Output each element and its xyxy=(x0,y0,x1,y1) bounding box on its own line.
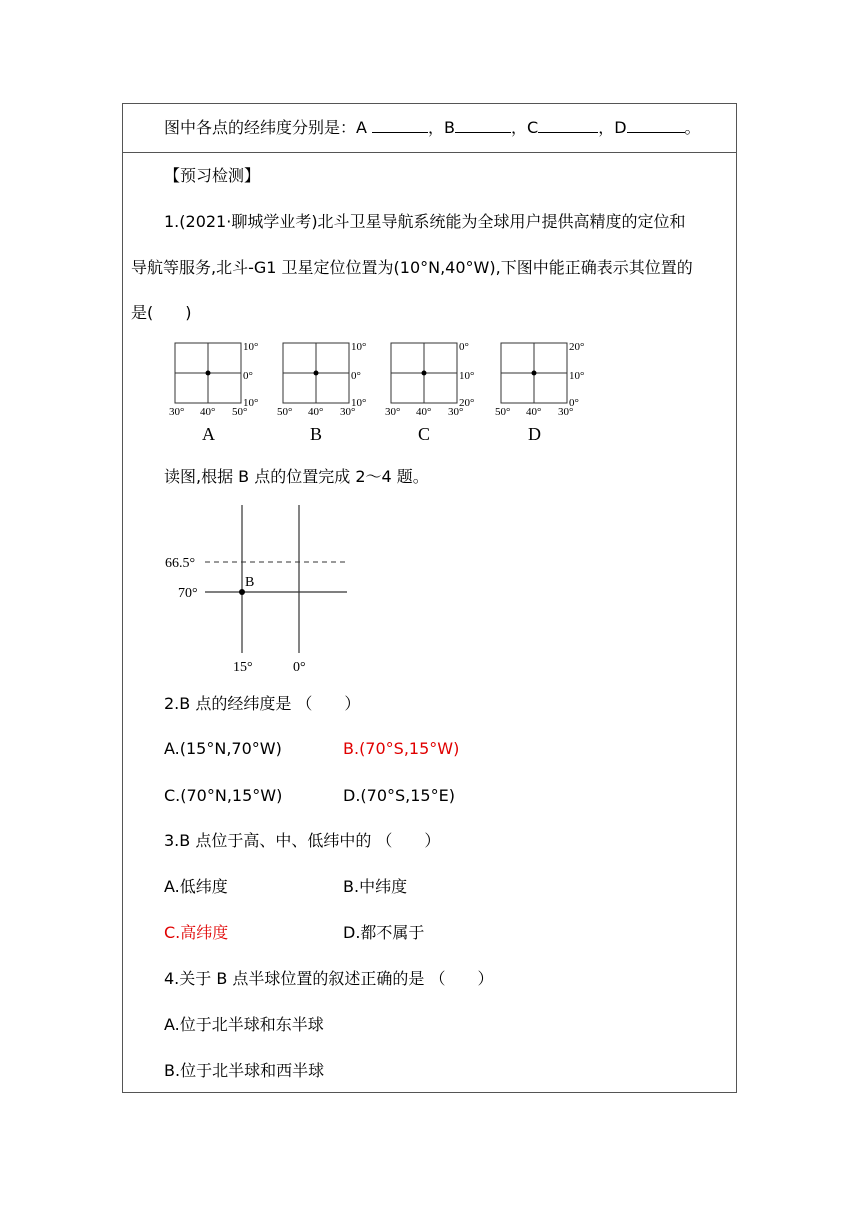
fill-in-line xyxy=(164,116,701,140)
q2-option-c: C.(70°N,15°W) xyxy=(164,786,283,805)
q2-stem: 2.B 点的经纬度是 （ ） xyxy=(164,694,361,713)
q2-option-d: D.(70°S,15°E) xyxy=(343,786,455,805)
section-title: 【预习检测】 xyxy=(164,166,261,185)
latlon-figure xyxy=(160,503,360,678)
q3-option-b: B.中纬度 xyxy=(343,877,408,896)
q2-option-a: A.(15°N,70°W) xyxy=(164,739,282,758)
grid-lon-label: 50° xyxy=(232,406,248,418)
q3-option-a: A.低纬度 xyxy=(164,877,228,896)
blank-c[interactable] xyxy=(538,116,598,133)
grid-lat-label: 0° xyxy=(569,397,579,409)
intro-q2-4: 读图,根据 B 点的位置完成 2～4 题。 xyxy=(164,467,429,486)
grid-option-c xyxy=(385,341,474,444)
q1-line1: 1.(2021·聊城学业考)北斗卫星导航系统能为全球用户提供高精度的定位和 xyxy=(164,212,686,231)
q4-option-a: A.位于北半球和东半球 xyxy=(164,1015,324,1034)
grid-lon-label: 40° xyxy=(308,406,324,418)
q4-stem: 4.关于 B 点半球位置的叙述正确的是 （ ） xyxy=(164,969,494,988)
grid-option-a xyxy=(169,341,258,444)
grid-lat-label: 10° xyxy=(351,397,367,409)
grid-option-d xyxy=(495,341,584,444)
label-point-b: B xyxy=(245,575,255,590)
grid-lat-label: 0° xyxy=(243,370,253,382)
grid-lat-label: 20° xyxy=(459,397,475,409)
grid-lat-label: 0° xyxy=(351,370,361,382)
grid-lon-label: 30° xyxy=(169,406,185,418)
q1-grid-figures xyxy=(165,336,605,446)
grid-letter: C xyxy=(418,424,431,444)
q3-option-c: C.高纬度 xyxy=(164,923,229,942)
label-lon-15: 15° xyxy=(233,660,253,675)
fill-prefix: 图中各点的经纬度分别是：A xyxy=(164,118,367,137)
grid-letter: D xyxy=(528,424,541,444)
q1-line3: 是( ) xyxy=(131,303,192,322)
row-divider xyxy=(123,152,736,153)
label-lon-0: 0° xyxy=(293,660,306,675)
grid-lat-label: 10° xyxy=(351,341,367,353)
grid-point xyxy=(532,371,537,376)
q2-option-b: B.(70°S,15°W) xyxy=(343,739,460,758)
blank-b[interactable] xyxy=(455,116,511,133)
blank-a[interactable] xyxy=(372,116,428,133)
label-70: 70° xyxy=(178,586,198,601)
grid-lon-label: 30° xyxy=(385,406,401,418)
grid-lat-label: 10° xyxy=(243,397,259,409)
grid-lon-label: 30° xyxy=(448,406,464,418)
grid-point xyxy=(206,371,211,376)
grid-letter: B xyxy=(310,424,323,444)
fill-end: 。 xyxy=(684,118,701,137)
grid-lon-label: 40° xyxy=(416,406,432,418)
blank-d[interactable] xyxy=(627,116,685,133)
grid-lat-label: 0° xyxy=(459,341,469,353)
fill-comma-b: ，B xyxy=(428,118,456,137)
grid-letter: A xyxy=(202,424,215,444)
grid-lon-label: 50° xyxy=(495,406,511,418)
grid-lat-label: 20° xyxy=(569,341,585,353)
grid-lon-label: 40° xyxy=(526,406,542,418)
grid-lon-label: 40° xyxy=(200,406,216,418)
q4-option-b: B.位于北半球和西半球 xyxy=(164,1061,325,1080)
grid-lon-label: 30° xyxy=(558,406,574,418)
grid-lat-label: 10° xyxy=(243,341,259,353)
fill-comma-d: ，D xyxy=(598,118,627,137)
q3-option-d: D.都不属于 xyxy=(343,923,425,942)
fill-comma-c: ，C xyxy=(511,118,539,137)
grid-lon-label: 30° xyxy=(340,406,356,418)
q3-stem: 3.B 点位于高、中、低纬中的 （ ） xyxy=(164,831,441,850)
label-66-5: 66.5° xyxy=(165,556,196,571)
grid-point xyxy=(422,371,427,376)
grid-lat-label: 10° xyxy=(459,370,475,382)
grid-point xyxy=(314,371,319,376)
grid-option-b xyxy=(277,341,366,444)
q1-line2: 导航等服务,北斗-G1 卫星定位位置为(10°N,40°W),下图中能正确表示其位置的 xyxy=(131,258,693,277)
grid-lon-label: 50° xyxy=(277,406,293,418)
grid-lat-label: 10° xyxy=(569,370,585,382)
